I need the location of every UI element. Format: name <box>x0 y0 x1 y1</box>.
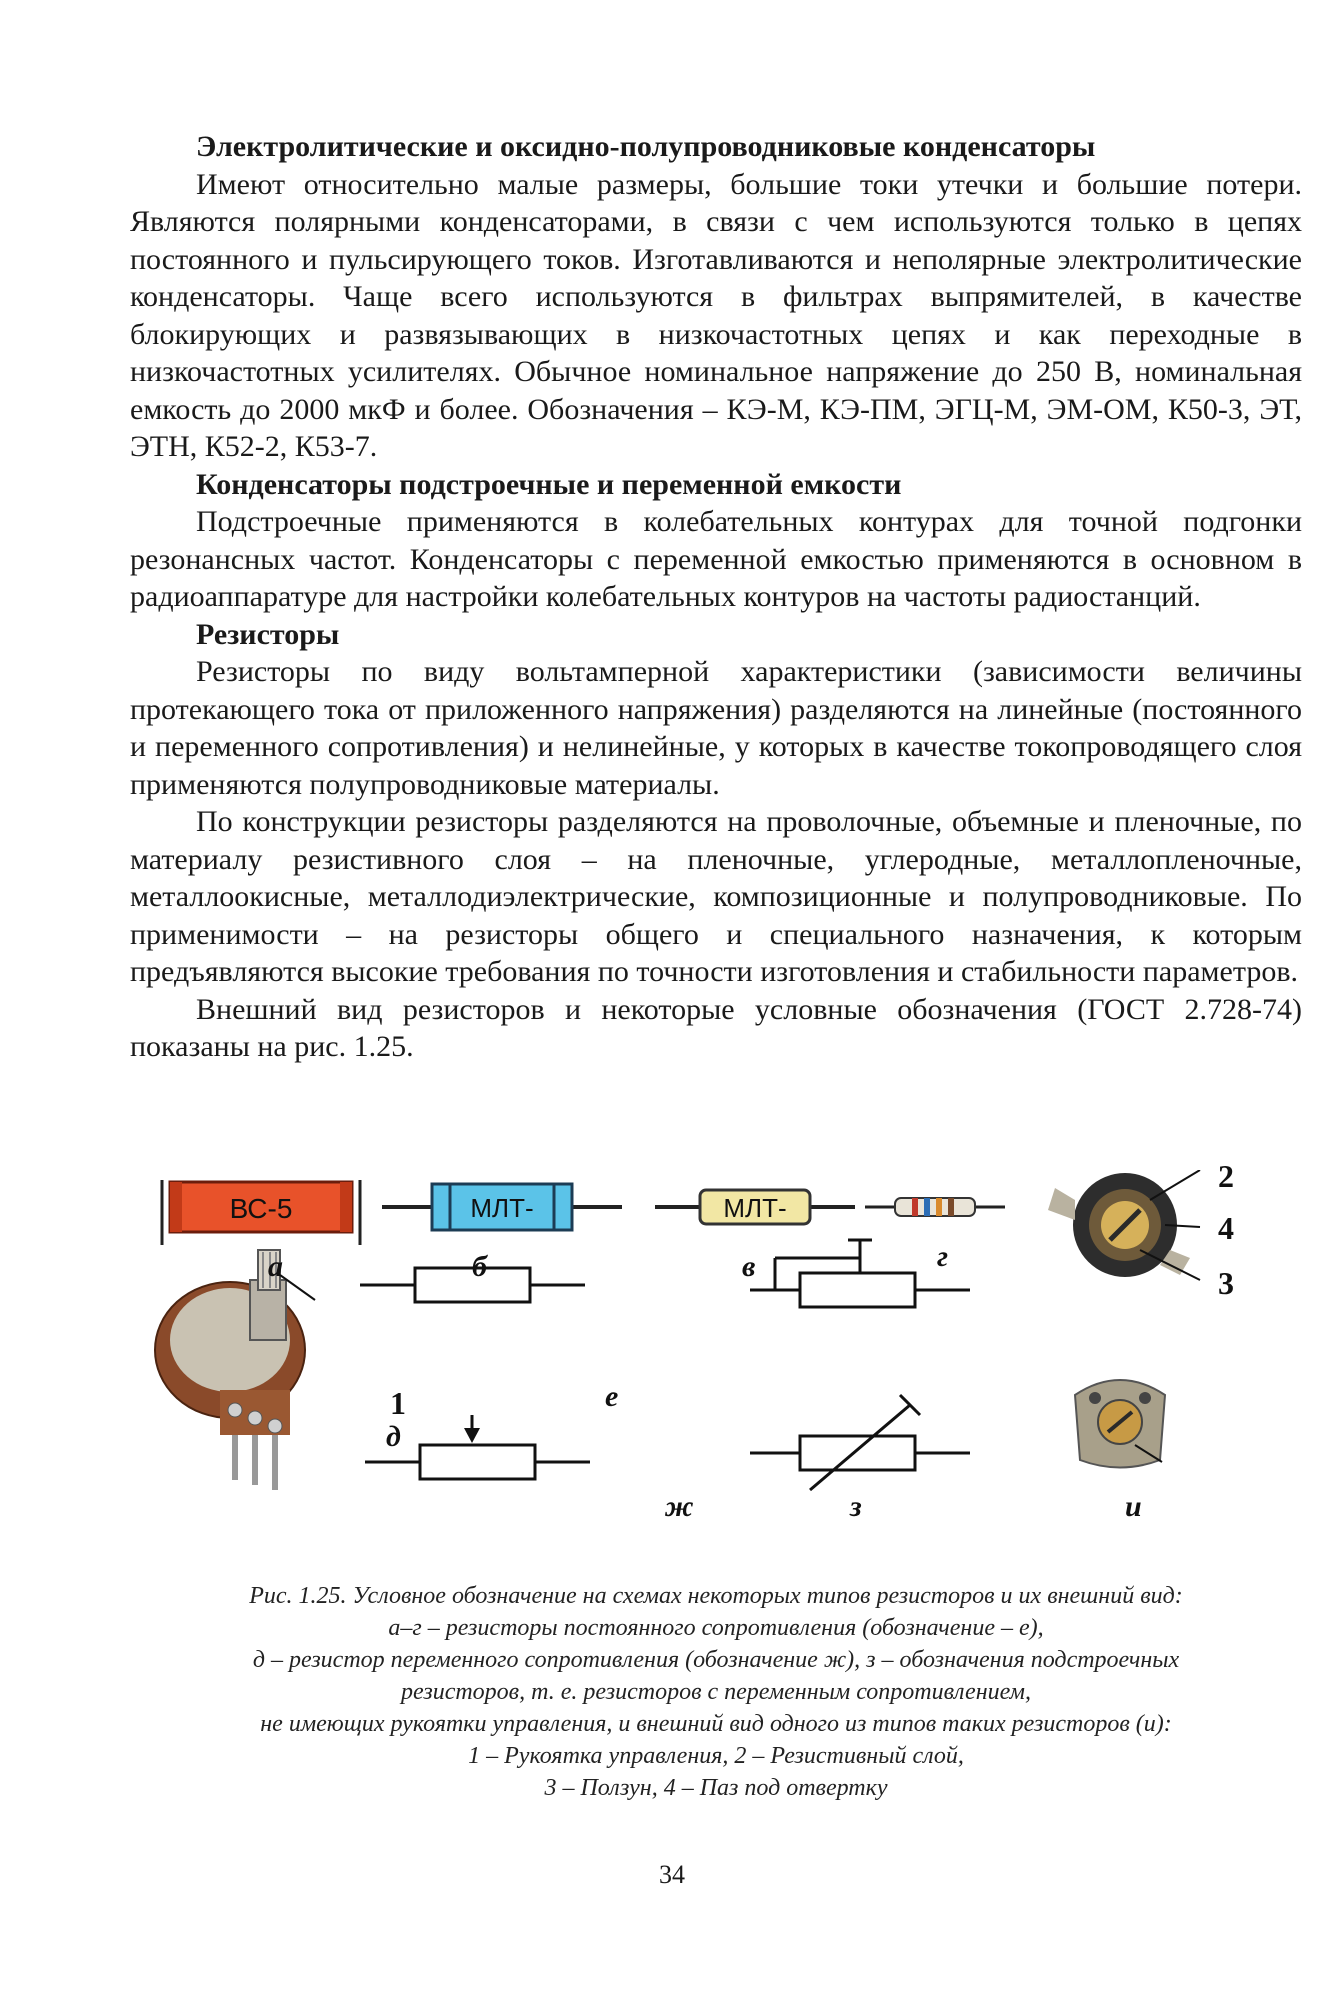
trimmer-resistor-photo-bottom <box>1075 1380 1165 1468</box>
figure-drawing <box>150 1170 1290 1550</box>
trimmer-resistor-photo-top <box>1048 1170 1200 1280</box>
symbol-trimmer-slanted <box>750 1395 970 1490</box>
caption-line: не имеющих рукоятки управления, и внешний вид одного из типов таких резисторов (и): <box>260 1711 1172 1737</box>
body-text <box>130 128 1302 1066</box>
resistor-mlt-blue-photo <box>382 1184 622 1230</box>
potentiometer-photo <box>155 1250 315 1490</box>
paragraph-trimmer-capacitors: Подстроечные применяются в колебательных контурах для точной подгонки резонансных частот. Конденсаторы с переменной емкостью применяются в основном в радиоаппаратуре для настройки колебательных контуров на частоты радиостанций. <box>130 505 1302 613</box>
heading-resistors: Резисторы <box>196 617 340 651</box>
label-v: в <box>742 1250 756 1283</box>
figure-caption <box>130 1580 1302 1804</box>
number-1: 1 <box>390 1385 406 1421</box>
caption-line: Рис. 1.25. Условное обозначение на схемах некоторых типов резисторов и их внешний вид: <box>249 1583 1183 1609</box>
label-i: и <box>1125 1490 1142 1523</box>
label-z: з <box>850 1490 862 1523</box>
page-number: 34 <box>659 1860 685 1889</box>
number-3: 3 <box>1218 1265 1234 1301</box>
label-e: е <box>605 1380 619 1413</box>
caption-line: резисторов, т. е. резисторов с переменным сопротивлением, <box>401 1679 1031 1705</box>
caption-line: 3 – Ползун, 4 – Паз под отвертку <box>544 1775 888 1801</box>
resistor-a-marking: ВС-5 <box>229 1193 293 1224</box>
number-4: 4 <box>1218 1210 1234 1246</box>
caption-line: д – резистор переменного сопротивления (обозначение ж), з – обозначения подстроечных <box>252 1647 1180 1673</box>
resistor-v-marking: МЛТ- <box>723 1193 787 1223</box>
heading-electrolytic: Электролитические и оксидно-полупроводниковые конденсаторы <box>196 130 1096 163</box>
paragraph-electrolytic: Имеют относительно малые размеры, большие токи утечки и большие потери. Являются полярными конденсаторами, в связи с чем используются только в цепях постоянного и пульсирующего токов. Изготавливаются и неполярные электролитические конденсаторы. Чаще всего используются в фильтрах выпрямителей, в качестве блокирующих и развязывающих в низкочастотных цепях и как переходные в низкочастотных усилителях. Обычное номинальное напряжение до 250 В, номинальная емкость до 2000 мкФ и более. Обозначения – КЭ-М, КЭ-ПМ, ЭГЦ-М, ЭМ-ОМ, К50-3, ЭТ, ЭТН, К52-2, К53-7. <box>130 167 1302 463</box>
caption-line: а–г – резисторы постоянного сопротивления (обозначение – е), <box>388 1615 1044 1641</box>
label-b: б <box>472 1250 487 1283</box>
paragraph-resistors-1: Резисторы по виду вольтамперной характеристики (зависимости величины протекающего тока от приложенного напряжения) разделяются на линейные (постоянного и переменного сопротивления) и нелинейные, у которых в качестве токопроводящего слоя применяются полупроводниковые материалы. <box>130 655 1302 801</box>
paragraph-resistors-2: По конструкции резисторы разделяются на проволочные, объемные и пленочные, по материалу резистивного слоя – на пленочные, углеродные, металлопленочные, металлоокисные, металлодиэлектрические, композиционные и полупроводниковые. По применимости – на резисторы общего и специального назначения, к которым предъявляются высокие требования по точности изготовления и стабильности параметров. <box>130 805 1302 988</box>
resistor-mlt-yellow-photo <box>655 1190 855 1224</box>
label-d: д <box>386 1420 401 1453</box>
paragraph-resistors-3: Внешний вид резисторов и некоторые условные обозначения (ГОСТ 2.728-74) показаны на рис. 1.25. <box>130 992 1302 1063</box>
resistor-b-marking: МЛТ- <box>470 1193 534 1223</box>
resistor-color-band-photo <box>865 1198 1005 1216</box>
heading-trimmer-capacitors: Конденсаторы подстроечные и переменной емкости <box>196 467 902 501</box>
caption-line: 1 – Рукоятка управления, 2 – Резистивный слой, <box>468 1743 964 1769</box>
figure-1-25 <box>150 1158 1290 1550</box>
number-2: 2 <box>1218 1158 1234 1194</box>
label-zh: ж <box>665 1490 694 1523</box>
resistor-bc5-photo <box>162 1180 360 1245</box>
label-a: а <box>268 1250 283 1283</box>
label-g: г <box>937 1240 949 1273</box>
